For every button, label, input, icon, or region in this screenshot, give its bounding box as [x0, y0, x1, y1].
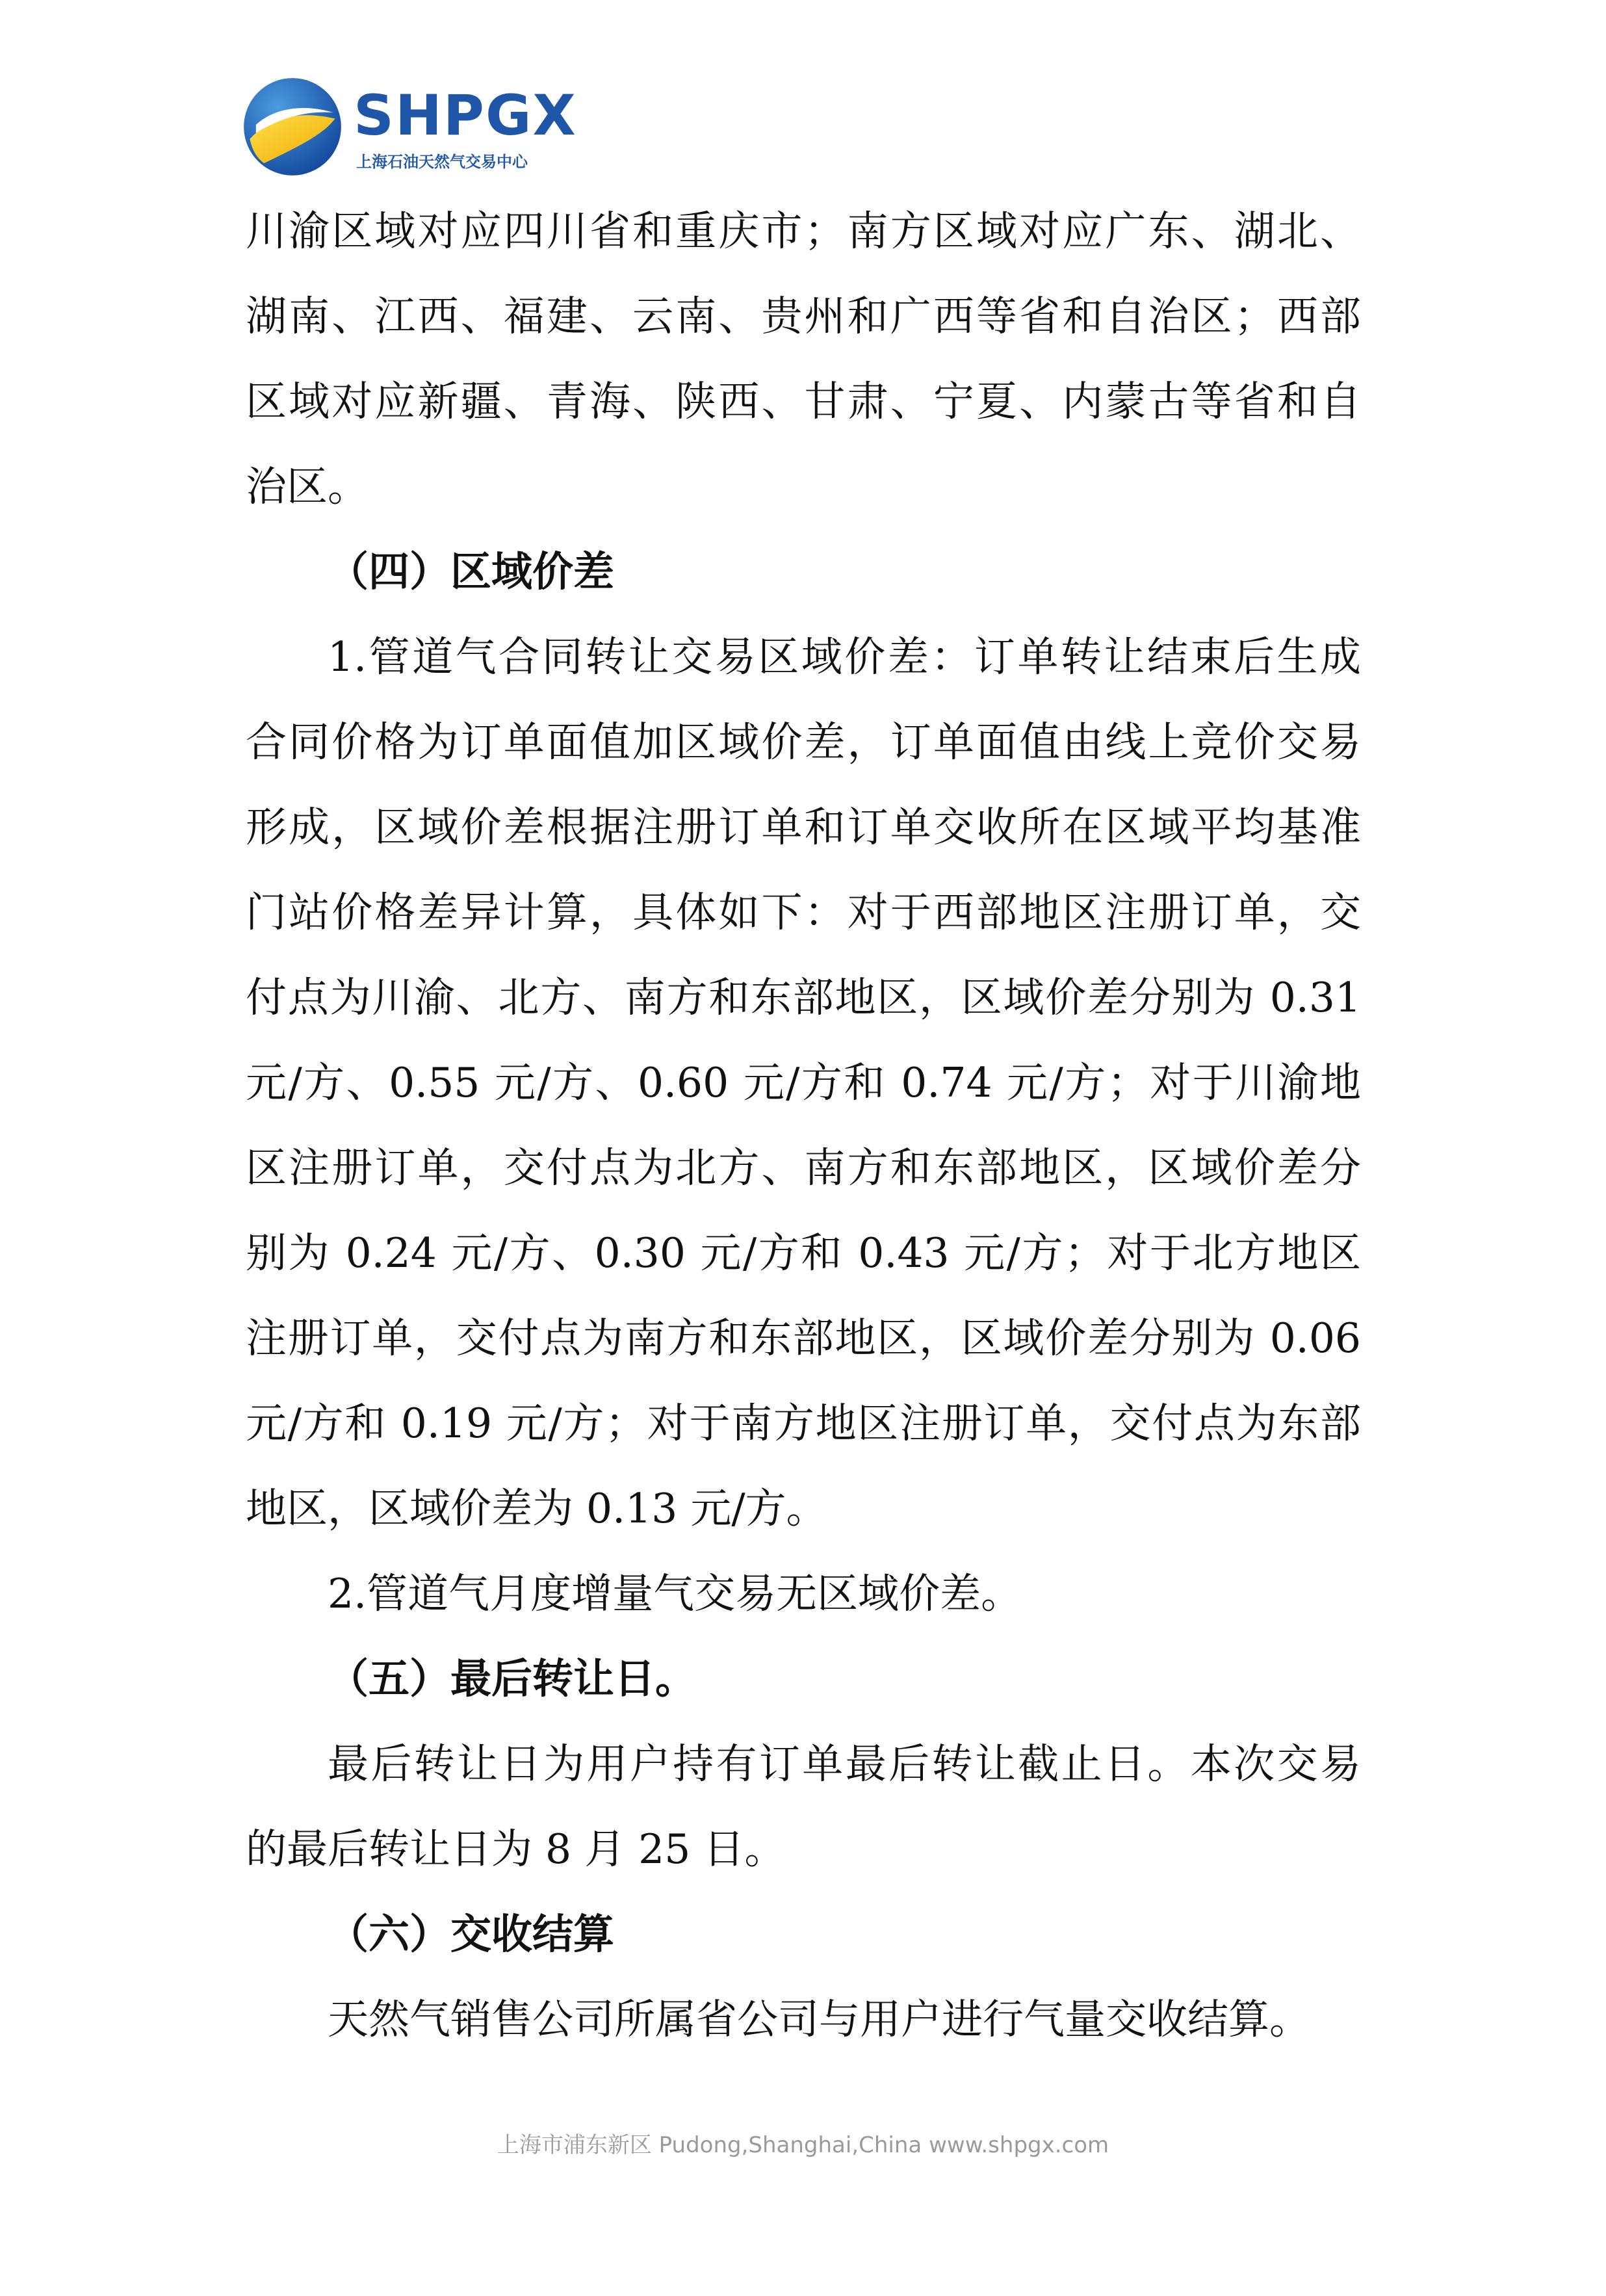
text-line: 湖南、江西、福建、云南、贵州和广西等省和自治区；西部 [246, 293, 1361, 340]
page-footer: 上海市浦东新区 Pudong,Shanghai,China www.shpgx.com [497, 2132, 1109, 2158]
text-line: 别为 0.24 元/方、0.30 元/方和 0.43 元/方；对于北方地区 [246, 1229, 1361, 1277]
section-heading [246, 1892, 1361, 1977]
section-heading [246, 529, 1361, 614]
paragraph [246, 1721, 1361, 1892]
text-line: 门站价格差异计算，具体如下：对于西部地区注册订单，交 [246, 889, 1361, 936]
shpgx-logo-icon [242, 76, 343, 177]
text-line: 最后转让日为用户持有订单最后转让截止日。本次交易 [328, 1740, 1361, 1788]
heading-text: （四）区域价差 [328, 548, 614, 595]
logo-wordmark: SHPGX [354, 83, 577, 148]
text-line: 付点为川渝、北方、南方和东部地区，区域价差分别为 0.31 [246, 974, 1361, 1021]
logo-subtitle: 上海石油天然气交易中心 [356, 153, 528, 171]
document-body [246, 189, 1361, 2062]
section-heading [246, 1636, 1361, 1721]
heading-text: （六）交收结算 [328, 1911, 614, 1958]
text-line: 注册订单，交付点为南方和东部地区，区域价差分别为 0.06 [246, 1314, 1361, 1362]
paragraph [246, 1977, 1361, 2062]
text-line: 治区。 [246, 463, 369, 510]
text-line: 元/方、0.55 元/方、0.60 元/方和 0.74 元/方；对于川渝地 [246, 1059, 1361, 1106]
heading-text: （五）最后转让日。 [328, 1655, 696, 1702]
paragraph [246, 189, 1361, 529]
shpgx-logo [242, 75, 577, 179]
text-line: 区域对应新疆、青海、陕西、甘肃、宁夏、内蒙古等省和自 [246, 378, 1361, 425]
text-line: 元/方和 0.19 元/方；对于南方地区注册订单，交付点为东部 [246, 1400, 1361, 1447]
paragraph [246, 1551, 1361, 1636]
paragraph [246, 614, 1361, 1551]
text-line: 的最后转让日为 8 月 25 日。 [246, 1825, 786, 1873]
text-line: 川渝区域对应四川省和重庆市；南方区域对应广东、湖北、 [246, 207, 1361, 255]
text-line: 形成，区域价差根据注册订单和订单交收所在区域平均基准 [246, 803, 1361, 851]
text-line: 1.管道气合同转让交易区域价差：订单转让结束后生成 [328, 633, 1361, 681]
text-line: 区注册订单，交付点为北方、南方和东部地区，区域价差分 [246, 1144, 1361, 1192]
text-line: 天然气销售公司所属省公司与用户进行气量交收结算。 [328, 1996, 1310, 2043]
text-line: 2.管道气月度增量气交易无区域价差。 [328, 1570, 1022, 1617]
text-line: 地区，区域价差为 0.13 元/方。 [246, 1485, 827, 1532]
text-line: 合同价格为订单面值加区域价差，订单面值由线上竞价交易 [246, 718, 1361, 766]
